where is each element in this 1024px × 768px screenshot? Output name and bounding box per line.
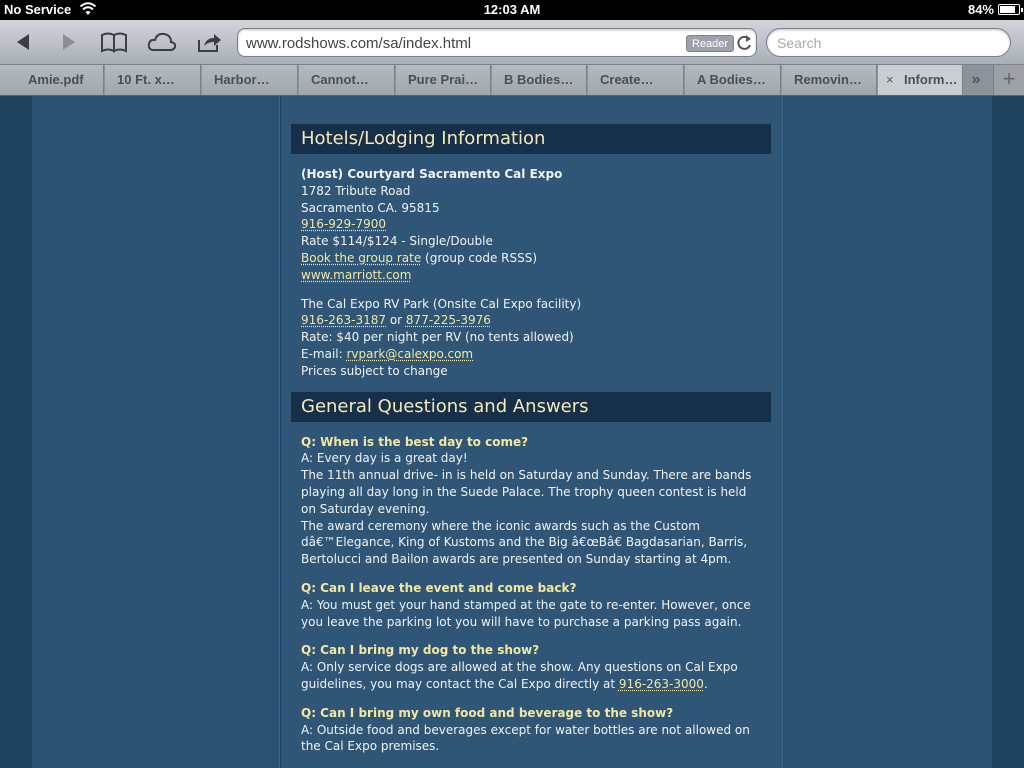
faq-answer: A: Every day is a great day! xyxy=(301,451,468,466)
faq-question: Q: When is the best day to come? xyxy=(301,434,529,449)
more-tabs-button[interactable]: » xyxy=(971,71,981,88)
battery-percent: 84% xyxy=(967,2,994,17)
rv-park-block xyxy=(291,296,771,380)
email-label: E-mail: xyxy=(301,346,347,361)
book-group-rate-link[interactable]: Book the group rate xyxy=(301,250,422,265)
back-arrow-icon xyxy=(13,32,33,52)
left-column xyxy=(32,96,280,768)
search-input[interactable] xyxy=(766,28,1011,57)
group-code: (group code RSSS) xyxy=(421,250,538,265)
prices-note: Prices subject to change xyxy=(301,363,448,378)
back-button[interactable] xyxy=(8,28,38,56)
faq-heading: General Questions and Answers xyxy=(291,392,771,422)
rv-tollfree-link[interactable]: 877-225-3976 xyxy=(405,313,491,328)
tab-item[interactable] xyxy=(588,65,684,95)
battery-nub xyxy=(1021,8,1023,12)
faq-answer-end: . xyxy=(703,676,708,691)
tab-item[interactable] xyxy=(492,65,587,95)
icloud-tabs-button[interactable] xyxy=(146,28,178,56)
hotel-rate: Rate $114/$124 - Single/Double xyxy=(301,234,493,249)
battery-fill xyxy=(1000,6,1015,13)
reader-button[interactable]: Reader xyxy=(686,35,734,52)
tab-label: Inform… xyxy=(904,72,958,87)
host-hotel-block xyxy=(291,166,771,284)
tab-item[interactable] xyxy=(105,65,201,95)
reload-icon[interactable] xyxy=(735,33,753,53)
address-bar[interactable] xyxy=(237,28,757,57)
tab-item-active[interactable] xyxy=(878,65,963,95)
faq-answer xyxy=(301,659,765,693)
battery-icon xyxy=(998,4,1020,15)
carrier-label: No Service xyxy=(4,2,72,17)
right-column xyxy=(782,96,992,768)
tab-label: Create… xyxy=(600,72,654,87)
share-icon xyxy=(196,31,222,53)
forward-button[interactable] xyxy=(54,28,84,56)
or-text: or xyxy=(386,313,406,328)
faq-item xyxy=(291,705,771,755)
web-page xyxy=(0,96,1024,768)
faq-question: Q: Can I bring my dog to the show? xyxy=(301,643,540,658)
tab-label: Cannot… xyxy=(311,72,369,87)
page-content xyxy=(291,124,771,755)
search-placeholder: Search xyxy=(777,35,822,51)
tab-item[interactable] xyxy=(0,65,104,95)
new-tab-button[interactable]: + xyxy=(993,65,1024,95)
clock: 12:03 AM xyxy=(483,2,541,17)
faq-item xyxy=(291,434,771,568)
address-line: Sacramento CA. 95815 xyxy=(301,200,440,215)
rv-rate: Rate: $40 per night per RV (no tents allowed) xyxy=(301,330,574,345)
tab-item[interactable] xyxy=(202,65,298,95)
tab-item[interactable] xyxy=(396,65,491,95)
hotel-phone-link[interactable]: 916-929-7900 xyxy=(301,217,387,232)
share-button[interactable] xyxy=(194,28,224,56)
bookmarks-button[interactable] xyxy=(99,28,129,56)
faq-question: Q: Can I bring my own food and beverage to the show? xyxy=(301,705,674,720)
tab-label: Removin… xyxy=(794,72,862,87)
faq-question: Q: Can I leave the event and come back? xyxy=(301,580,577,595)
tab-label: 10 Ft. x… xyxy=(117,72,175,87)
rv-park-name: The Cal Expo RV Park (Onsite Cal Expo facility) xyxy=(301,296,582,311)
host-hotel-name: (Host) Courtyard Sacramento Cal Expo xyxy=(301,167,563,181)
hotels-heading: Hotels/Lodging Information xyxy=(291,124,771,154)
faq-answer: A: Outside food and beverages except for water bottles are not allowed on the Cal Expo premises. xyxy=(301,722,750,754)
close-tab-icon[interactable]: × xyxy=(886,72,894,87)
rv-email-link[interactable]: rvpark@calexpo.com xyxy=(346,346,474,361)
status-bar xyxy=(0,0,1024,20)
tab-label: Harbor… xyxy=(214,72,270,87)
faq-answer-text: A: Only service dogs are allowed at the show. Any questions on Cal Expo guidelines, you may contact the Cal Expo directly at xyxy=(301,660,738,691)
tab-item[interactable] xyxy=(782,65,877,95)
rv-phone-link[interactable]: 916-263-3187 xyxy=(301,313,387,328)
faq-item xyxy=(291,642,771,692)
faq-answer: The 11th annual drive- in is held on Saturday and Sunday. There are bands playing all day long in the Suede Palace. The trophy queen contest is held on Saturday evening. xyxy=(301,468,752,516)
tab-strip xyxy=(0,65,1024,96)
cal-expo-phone-link[interactable]: 916-263-3000 xyxy=(618,676,704,691)
faq-answer: The award ceremony where the iconic awards such as the Custom dâ€™Elegance, King of Kustoms and the Big â€œBâ€ Bagdasarian, Barris, Bertolucci and Bailon awards are presented on Sunday starting at 4pm. xyxy=(301,518,748,567)
cloud-icon xyxy=(147,31,177,53)
faq-item xyxy=(291,580,771,630)
tab-label: Amie.pdf xyxy=(28,72,84,87)
url-text: www.rodshows.com/sa/index.html xyxy=(246,35,472,52)
faq-answer: A: You must get your hand stamped at the gate to re-enter. However, once you leave the parking lot you will have to purchase a parking pass again. xyxy=(301,597,751,629)
tab-item[interactable] xyxy=(685,65,781,95)
marriott-link[interactable]: www.marriott.com xyxy=(301,267,412,282)
tab-label: A Bodies… xyxy=(697,72,766,87)
address-line: 1782 Tribute Road xyxy=(301,183,411,198)
tab-label: Pure Prai… xyxy=(408,72,479,87)
book-icon xyxy=(100,31,128,53)
tab-item[interactable] xyxy=(299,65,395,95)
forward-arrow-icon xyxy=(59,32,79,52)
tab-label: B Bodies… xyxy=(504,72,574,87)
browser-toolbar xyxy=(0,20,1024,65)
